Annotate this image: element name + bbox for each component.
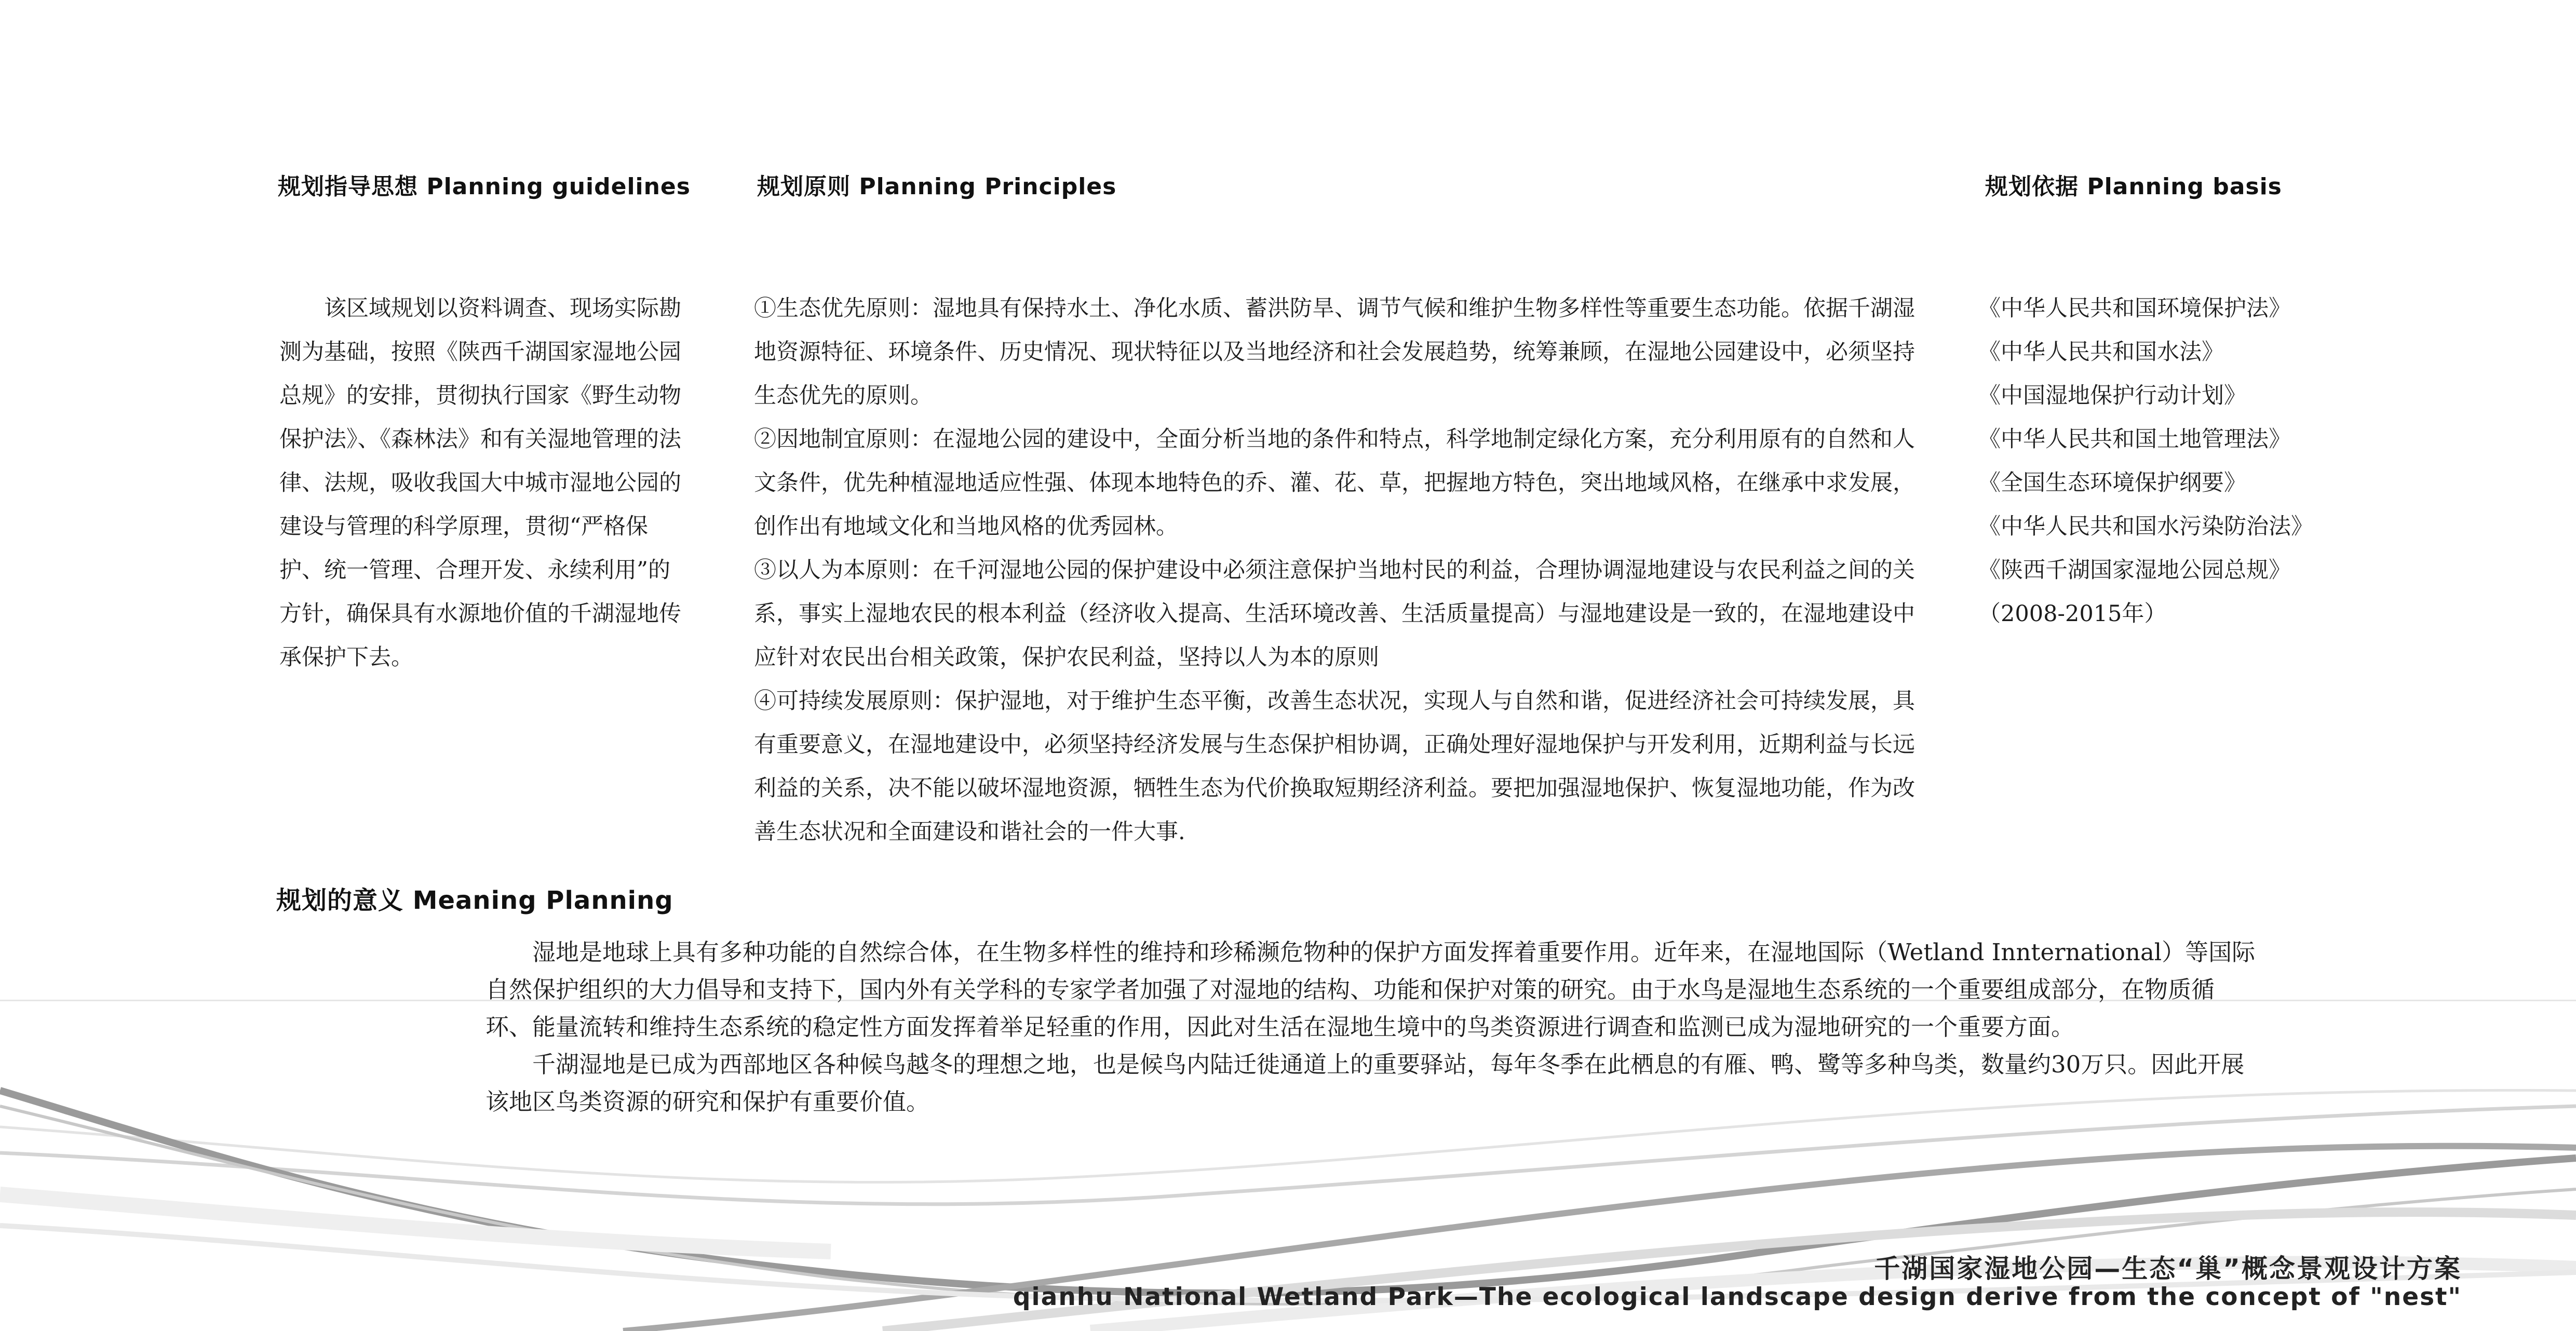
basis-item: 《中国湿地保护行动计划》 xyxy=(1978,383,2246,409)
footer-title-english: qianhu National Wetland Park—The ecological landscape design derive from the concept of "nest" xyxy=(1013,1283,2462,1311)
meaning-paragraph: 千湖湿地是已成为西部地区各种候鸟越冬的理想之地，也是候鸟内陆迁徙通道上的重要驿站，每年冬季在此栖息的有雁、鸭、鹭等多种鸟类，数量约30万只。因此开展该地区鸟类资源的研究和保护有重要价值。 xyxy=(485,1051,2245,1115)
principles-list xyxy=(754,287,1933,854)
guidelines-text: 该区域规划以资料调查、现场实际勘测为基础，按照《陕西千湖国家湿地公园总规》的安排，贯彻执行国家《野生动物保护法》、《森林法》和有关湿地管理的法律、法规，吸收我国大中城市湿地公园的建设与管理的科学原理，贯彻“严格保护、统一管理、合理开发、永续利用”的方针，确保具有水源地价值的千湖湿地传承保护下去。 xyxy=(279,295,681,670)
basis-item: 《中华人民共和国环境保护法》 xyxy=(1978,295,2291,321)
guidelines-heading: 规划指导思想 Planning guidelines xyxy=(278,173,691,200)
basis-item: 《陕西千湖国家湿地公园总规》 xyxy=(1978,557,2291,583)
basis-item: 《中华人民共和国土地管理法》 xyxy=(1978,426,2291,452)
basis-item: （2008-2015年） xyxy=(1978,601,2167,627)
basis-item: 《中华人民共和国水法》 xyxy=(1978,339,2224,365)
basis-item: 《中华人民共和国水污染防治法》 xyxy=(1978,514,2313,540)
meaning-heading: 规划的意义 Meaning Planning xyxy=(276,886,673,915)
basis-heading: 规划依据 Planning basis xyxy=(1985,173,2282,200)
meaning-paragraph: 湿地是地球上具有多种功能的自然综合体，在生物多样性的维持和珍稀濒危物种的保护方面发挥着重要作用。近年来，在湿地国际（Wetland Innternational）等国际自然保护组织的大力倡导和支持下，国内外有关学科的专家学者加强了对湿地的结构、功能和保护对策的研究。由于水鸟是湿地生态系统的一个重要组成部分，在物质循环、能量流转和维持生态系统的稳定性方面发挥着举足轻重的作用，因此对生活在湿地生境中的鸟类资源进行调查和监测已成为湿地研究的一个重要方面。 xyxy=(485,938,2256,1041)
principle-item: ①生态优先原则：湿地具有保持水土、净化水质、蓄洪防旱、调节气候和维护生物多样性等重要生态功能。依据千湖湿地资源特征、环境条件、历史情况、现状特征以及当地经济和社会发展趋势，统筹兼顾，在湿地公园建设中，必须坚持生态优先的原则。 xyxy=(754,295,1915,409)
principle-item: ②因地制宜原则：在湿地公园的建设中，全面分析当地的条件和特点，科学地制定绿化方案，充分利用原有的自然和人文条件，优先种植湿地适应性强、体现本地特色的乔、灌、花、草，把握地方特色，突出地域风格，在继承中求发展，创作出有地域文化和当地风格的优秀园林。 xyxy=(754,426,1915,540)
principle-item: ④可持续发展原则：保护湿地，对于维护生态平衡，改善生态状况，实现人与自然和谐，促进经济社会可持续发展，具有重要意义，在湿地建设中，必须坚持经济发展与生态保护相协调，正确处理好湿地保护与开发利用，近期利益与长远利益的关系，决不能以破坏湿地资源，牺牲生态为代价换取短期经济利益。要把加强湿地保护、恢复湿地功能，作为改善生态状况和全面建设和谐社会的一件大事. xyxy=(754,688,1915,845)
principles-heading: 规划原则 Planning Principles xyxy=(757,173,1117,200)
basis-item: 《全国生态环境保护纲要》 xyxy=(1978,470,2246,496)
meaning-text xyxy=(485,934,2256,1121)
footer-title-chinese: 千湖国家湿地公园—生态“巢”概念景观设计方案 xyxy=(1874,1254,2462,1284)
basis-list xyxy=(1978,287,2373,636)
principle-item: ③以人为本原则：在千河湿地公园的保护建设中必须注意保护当地村民的利益，合理协调湿地建设与农民利益之间的关系，事实上湿地农民的根本利益（经济收入提高、生活环境改善、生活质量提高）与湿地建设是一致的，在湿地建设中应针对农民出台相关政策，保护农民利益，坚持以人为本的原则 xyxy=(754,557,1915,670)
